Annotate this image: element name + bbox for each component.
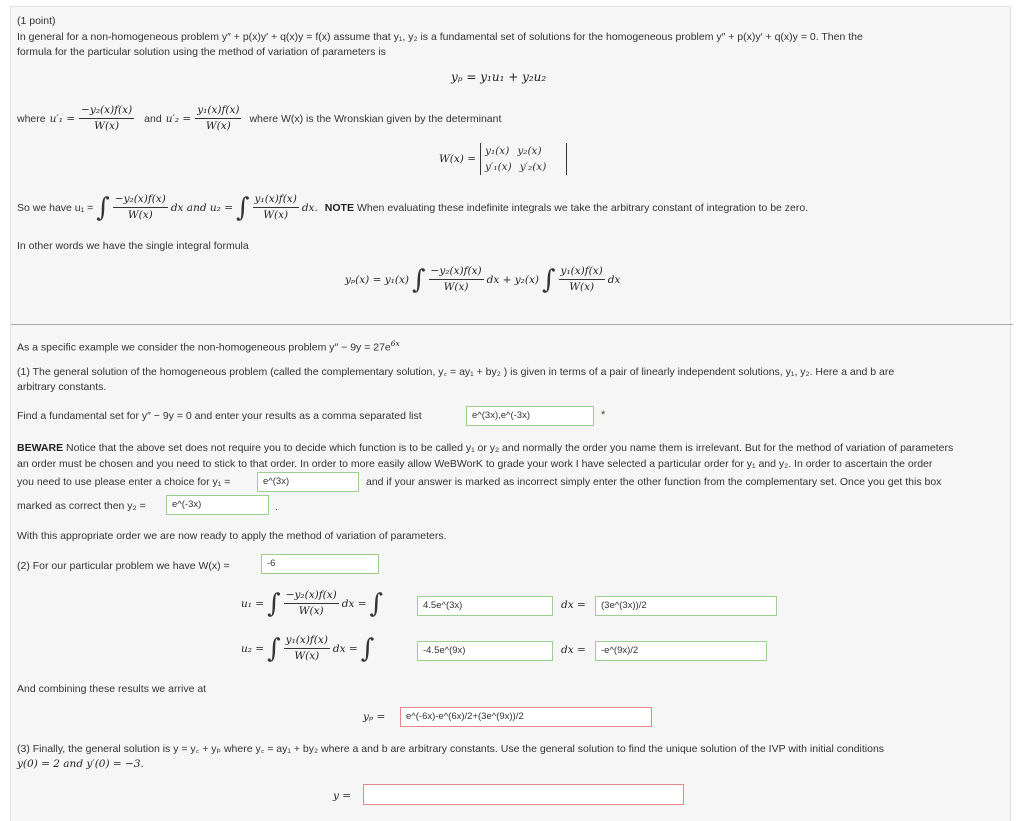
wronskian-text: where W(x) is the Wronskian given by the determinant	[249, 112, 502, 125]
single-denominator-1: W(x)	[443, 281, 469, 293]
section-divider	[11, 324, 1013, 325]
part3-line-2: y(0) = 2 and y′(0) = −3.	[17, 758, 144, 770]
beware-line-1	[17, 442, 953, 454]
yp-formula: yₚ = y₁u₁ + y₂u₂	[451, 70, 547, 84]
wx-label: W(x) =	[439, 153, 477, 165]
single-mid: dx + y₂(x)	[486, 273, 539, 286]
u2-denominator: W(x)	[294, 650, 320, 662]
integral-sign-icon: ∫	[369, 588, 384, 619]
so-dx-1: dx and u₂ =	[170, 201, 233, 214]
integral-sign-icon: ∫	[541, 264, 556, 295]
example-intro	[17, 339, 400, 354]
single-fraction-2	[559, 264, 605, 295]
y-label: y =	[333, 790, 352, 802]
u2-numerator: y₁(x)f(x)	[284, 633, 330, 649]
single-integral-formula	[345, 264, 620, 295]
beware-line-2: an order must be chosen and you need to stick to that order. In order to more easily allow WeBWorK to grade your work I have selected a particular order for y₁ and y₂. In order to ascertain the order	[17, 458, 933, 470]
so-numerator-2: y₁(x)f(x)	[253, 192, 299, 208]
u1-prime-label: u′₁ =	[49, 112, 76, 125]
u1-label: u₁ =	[241, 597, 265, 610]
period-text: .	[275, 501, 278, 513]
u2-prime-fraction	[195, 103, 241, 134]
u2-prime-denominator: W(x)	[205, 120, 231, 132]
example-intro-text: As a specific example we consider the non-homogeneous problem y″ − 9y = 27e	[17, 341, 391, 354]
det-r1c2: y₂(x)	[517, 145, 542, 157]
beware-line-1-text: Notice that the above set does not require you to decide which function is to be called y₁ or y₂ and normally the order you name them is irrelevant. But for the method of variation of parameters	[66, 442, 954, 454]
u1-prime-denominator: W(x)	[94, 120, 120, 132]
fundamental-set-input[interactable]: e^(3x),e^(-3x)	[466, 406, 594, 426]
u2-result-input[interactable]: -e^(9x)/2	[595, 641, 767, 661]
u2-dx: dx =	[332, 642, 358, 655]
example-exponent: 6x	[390, 339, 400, 348]
so-fraction-1	[113, 192, 168, 223]
other-words-text: In other words we have the single integral formula	[17, 240, 249, 252]
u1-integral-row	[241, 588, 383, 619]
u2-label: u₂ =	[241, 642, 265, 655]
u1-prime-fraction	[79, 103, 134, 134]
combining-text: And combining these results we arrive at	[17, 683, 207, 695]
so-text: So we have u₁ =	[17, 201, 94, 214]
single-dx: dx	[607, 273, 621, 286]
ready-text: With this appropriate order we are now ready to apply the method of variation of parameters.	[17, 530, 447, 542]
integral-sign-icon: ∫	[236, 192, 250, 223]
intro-line-2: formula for the particular solution using the method of variation of parameters is	[17, 46, 386, 58]
u1-prime-numerator: −y₂(x)f(x)	[79, 103, 134, 119]
wronskian-determinant	[439, 143, 567, 175]
u2-prime-numerator: y₁(x)f(x)	[195, 103, 241, 119]
integral-sign-icon: ∫	[96, 192, 110, 223]
y2-choice-input[interactable]: e^(-3x)	[166, 495, 269, 515]
y-solution-input[interactable]	[363, 784, 684, 805]
det-r2c1: y′₁(x)	[485, 161, 512, 173]
single-numerator-2: y₁(x)f(x)	[559, 264, 605, 280]
u1-denominator: W(x)	[298, 605, 324, 617]
u1-fraction	[284, 588, 339, 619]
u1-integrand-input[interactable]: 4.5e^(3x)	[417, 596, 553, 616]
u2-prime-label: u′₂ =	[165, 112, 192, 125]
yp-label: yₚ =	[363, 711, 386, 723]
so-numerator-1: −y₂(x)f(x)	[113, 192, 168, 208]
integral-sign-icon: ∫	[411, 264, 426, 295]
u1-dx: dx =	[341, 597, 367, 610]
single-numerator-1: −y₂(x)f(x)	[429, 264, 484, 280]
part3-line-1: (3) Finally, the general solution is y = y꜀ + yₚ where y꜀ = ay₁ + by₂ where a and b are arbitrary constants. Use the general solution to find the unique solution of the IVP with initial conditions	[17, 743, 885, 755]
integral-sign-icon: ∫	[267, 588, 281, 619]
beware-line-3b: and if your answer is marked as incorrect simply enter the other function from the complementary set. Once you get this box	[366, 476, 942, 488]
so-we-have-line	[17, 192, 808, 223]
so-fraction-2	[253, 192, 299, 223]
yp-input[interactable]: e^(-6x)-e^(6x)/2+(3e^(9x))/2	[400, 707, 652, 727]
beware-label: BEWARE	[17, 442, 64, 454]
asterisk-icon: *	[601, 409, 606, 421]
problem-panel	[10, 6, 1011, 821]
part1-line-1: (1) The general solution of the homogeneous problem (called the complementary solution, y꜀ = ay₁ + by₂ ) is given in terms of a pair of linearly independent solutions, y₁, y₂. Here a and b are	[17, 366, 895, 378]
u1-result-input[interactable]: (3e^(3x))/2	[595, 596, 777, 616]
so-denominator-2: W(x)	[263, 209, 289, 221]
y1-choice-input[interactable]: e^(3x)	[257, 472, 359, 492]
points-label: (1 point)	[17, 15, 56, 27]
single-left: yₚ(x) = y₁(x)	[345, 273, 409, 286]
single-denominator-2: W(x)	[569, 281, 595, 293]
find-fundamental-text: Find a fundamental set for y″ − 9y = 0 and enter your results as a comma separated list	[17, 410, 422, 422]
part1-line-2: arbitrary constants.	[17, 381, 107, 393]
note-text: When evaluating these indefinite integrals we take the arbitrary constant of integration to be zero.	[356, 201, 809, 214]
note-label: NOTE	[324, 201, 354, 214]
integral-sign-icon: ∫	[267, 633, 281, 664]
u2-fraction	[284, 633, 330, 664]
u2-integrand-input[interactable]: -4.5e^(9x)	[417, 641, 553, 661]
wronskian-input[interactable]: -6	[261, 554, 379, 574]
single-fraction-1	[429, 264, 484, 295]
so-denominator-1: W(x)	[127, 209, 153, 221]
u1-numerator: −y₂(x)f(x)	[284, 588, 339, 604]
det-r1c1: y₁(x)	[485, 145, 510, 157]
part2-text: (2) For our particular problem we have W(x) =	[17, 560, 230, 572]
where-text: where	[17, 112, 46, 125]
u2-integral-row	[241, 633, 374, 664]
and-text: and	[144, 112, 162, 125]
so-dx-2: dx.	[301, 201, 318, 214]
det-r2c2: y′₂(x)	[519, 161, 547, 173]
u2-dx-2: dx =	[561, 644, 586, 656]
determinant-matrix	[480, 143, 567, 175]
integral-sign-icon: ∫	[360, 633, 375, 664]
derivative-formulas	[17, 103, 501, 134]
beware-line-3a: you need to use please enter a choice for y₁ =	[17, 476, 231, 488]
intro-line-1: In general for a non-homogeneous problem y″ + p(x)y′ + q(x)y = f(x) assume that y₁, y₂ is a fundamental set of solutions for the homogeneous problem y″ + p(x)y′ + q(x)y = 0. Then the	[17, 31, 863, 43]
beware-line-4a: marked as correct then y₂ =	[17, 500, 146, 512]
u1-dx-2: dx =	[561, 599, 586, 611]
